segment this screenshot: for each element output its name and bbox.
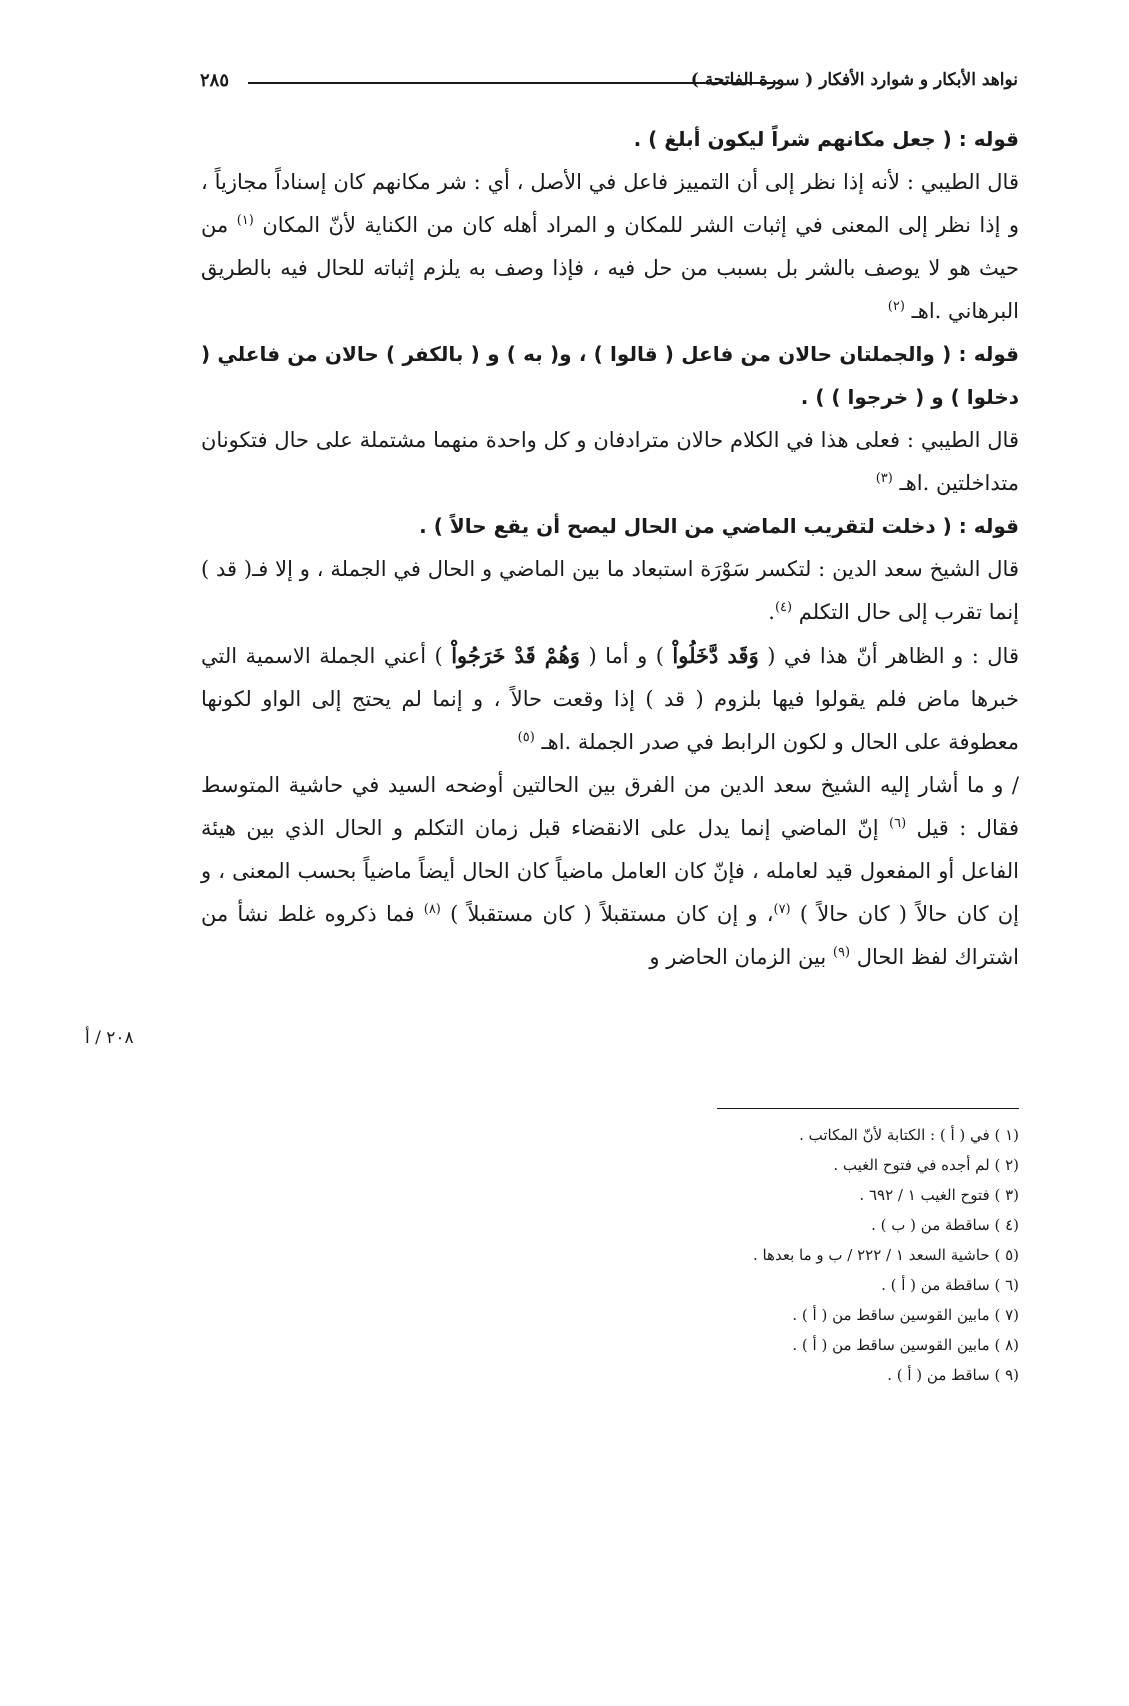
paragraph-sayyid: / و ما أشار إليه الشيخ سعد الدين من الفرق بين الحالتين أوضحه السيد في حاشية المتوسط فقال : قيل $^{(٦)}$ إنّ الماضي إنما يدل على الانقضاء قبل زمان التكلم و الحال الذي بين هيئة الفاعل أو المفعول قيد لعامله ، فإنّ كان العامل ماضياً كان الحال أيضاً ماضياً بحسب المعنى ، و إن كان حالاً ( كان حالاً ) $^{(٧)}$، و إن كان مستقبلاً ( كان مستقبلاً ) $^{(٨)}$ فما ذكروه غلط نشأ من اشتراك لفظ الحال $^{(٩)}$ بين الزمان الحاضر و (201, 773, 1020, 969)
header-rule (248, 82, 778, 84)
footnote-9: (٩ ) ساقط من ( أ ) . (887, 1366, 1019, 1384)
footnote-5: (٥ ) حاشية السعد ١ / ٢٢٢ / ب و ما بعدها . (752, 1246, 1019, 1264)
page-number: ٢٨٥ (200, 70, 230, 91)
manuscript-folio-note: ٢٠٨ / أ (85, 1028, 134, 1048)
header-title: نواهد الأبكار و شوارد الأفكار ( سورة الفاتحة ) (685, 70, 1018, 90)
commentary-heading-2: قوله : ( والجملتان حالان من فاعل ( قالوا ) ، و( به ) و ( بالكفر ) حالان من فاعلي ( دخلوا ) و ( خرجوا ) ) . (201, 342, 1019, 409)
footnotes-list (499, 1120, 1019, 1390)
footnote-ref-4[interactable]: (٤) (774, 600, 793, 615)
footnote-ref-6[interactable]: (٦) (889, 816, 907, 831)
quran-quote-1: وَقَد دَّخَلُواْ (672, 643, 759, 668)
footnote-7: (٧ ) مابين القوسين ساقط من ( أ ) . (792, 1306, 1019, 1324)
footnote-ref-5[interactable]: (٥) (517, 730, 535, 745)
quran-quote-2: وَهُمْ قَدْ خَرَجُواْ (451, 643, 580, 668)
paragraph-tibi-2: قال الطيبي : فعلى هذا في الكلام حالان مترادفان و كل واحدة منهما مشتملة على حال فتكونان متداخلتين .اهـ $^{(٣)}$ (201, 428, 1019, 495)
footnote-1: (١ ) في ( أ ) : الكتابة لأنّ المكاتب . (799, 1126, 1019, 1144)
footnote-ref-8[interactable]: (٨) (423, 902, 441, 917)
footnote-8: (٨ ) مابين القوسين ساقط من ( أ ) . (792, 1336, 1019, 1354)
main-text (201, 118, 1019, 979)
paragraph-saad-1: قال الشيخ سعد الدين : لتكسر سَوْرَة استبعاد ما بين الماضي و الحال في الجملة ، و إلا فـ( قد ) إنما تقرب إلى حال التكلم $^{(٤)}$. (201, 557, 1019, 624)
footnote-4: (٤ ) ساقطة من ( ب ) . (871, 1216, 1019, 1234)
paragraph-saad-2: قال : و الظاهر أنّ هذا في ( وَقَد دَّخَلُواْ ) و أما ( وَهُمْ قَدْ خَرَجُواْ ) أعني الجملة الاسمية التي خبرها ماض فلم يقولوا فيها بلزوم ( قد ) إذا وقعت حالاً ، و إنما لم يحتج إلى الواو لكونها معطوفة على الحال و لكون الرابط في صدر الجملة .اهـ $^{(٥)}$ (201, 643, 1019, 754)
footnote-2: (٢ ) لم أجده في فتوح الغيب . (833, 1156, 1019, 1174)
footnote-3: (٣ ) فتوح الغيب ١ / ٦٩٢ . (859, 1186, 1019, 1204)
commentary-heading-3: قوله : ( دخلت لتقريب الماضي من الحال ليصح أن يقع حالاً ) . (419, 514, 1019, 538)
commentary-heading-1: قوله : ( جعل مكانهم شراً ليكون أبلغ ) . (633, 127, 1019, 151)
footnote-ref-9[interactable]: (٩) (832, 945, 851, 960)
footnote-separator (717, 1108, 1019, 1109)
footnote-ref-3[interactable]: (٣) (875, 471, 893, 486)
running-header (200, 70, 1018, 100)
footnote-ref-7[interactable]: (٧) (773, 902, 791, 917)
footnote-6: (٦ ) ساقطة من ( أ ) . (881, 1276, 1019, 1294)
footnote-ref-1[interactable]: (١) (236, 213, 254, 228)
paragraph-tibi-1: قال الطيبي : لأنه إذا نظر إلى أن التمييز فاعل في الأصل ، أي : شر مكانهم كان إسناداً مجازياً ، و إذا نظر إلى المعنى في إثبات الشر للمكان و المراد أهله كان من الكناية لأنّ المكان $^{(١)}$ من حيث هو لا يوصف بالشر بل بسبب من حل فيه ، فإذا وصف به يلزم إثباته للحال فيه بالطريق البرهاني .اهـ $^{(٢)}$ (201, 170, 1019, 323)
footnote-ref-2[interactable]: (٢) (887, 299, 905, 314)
